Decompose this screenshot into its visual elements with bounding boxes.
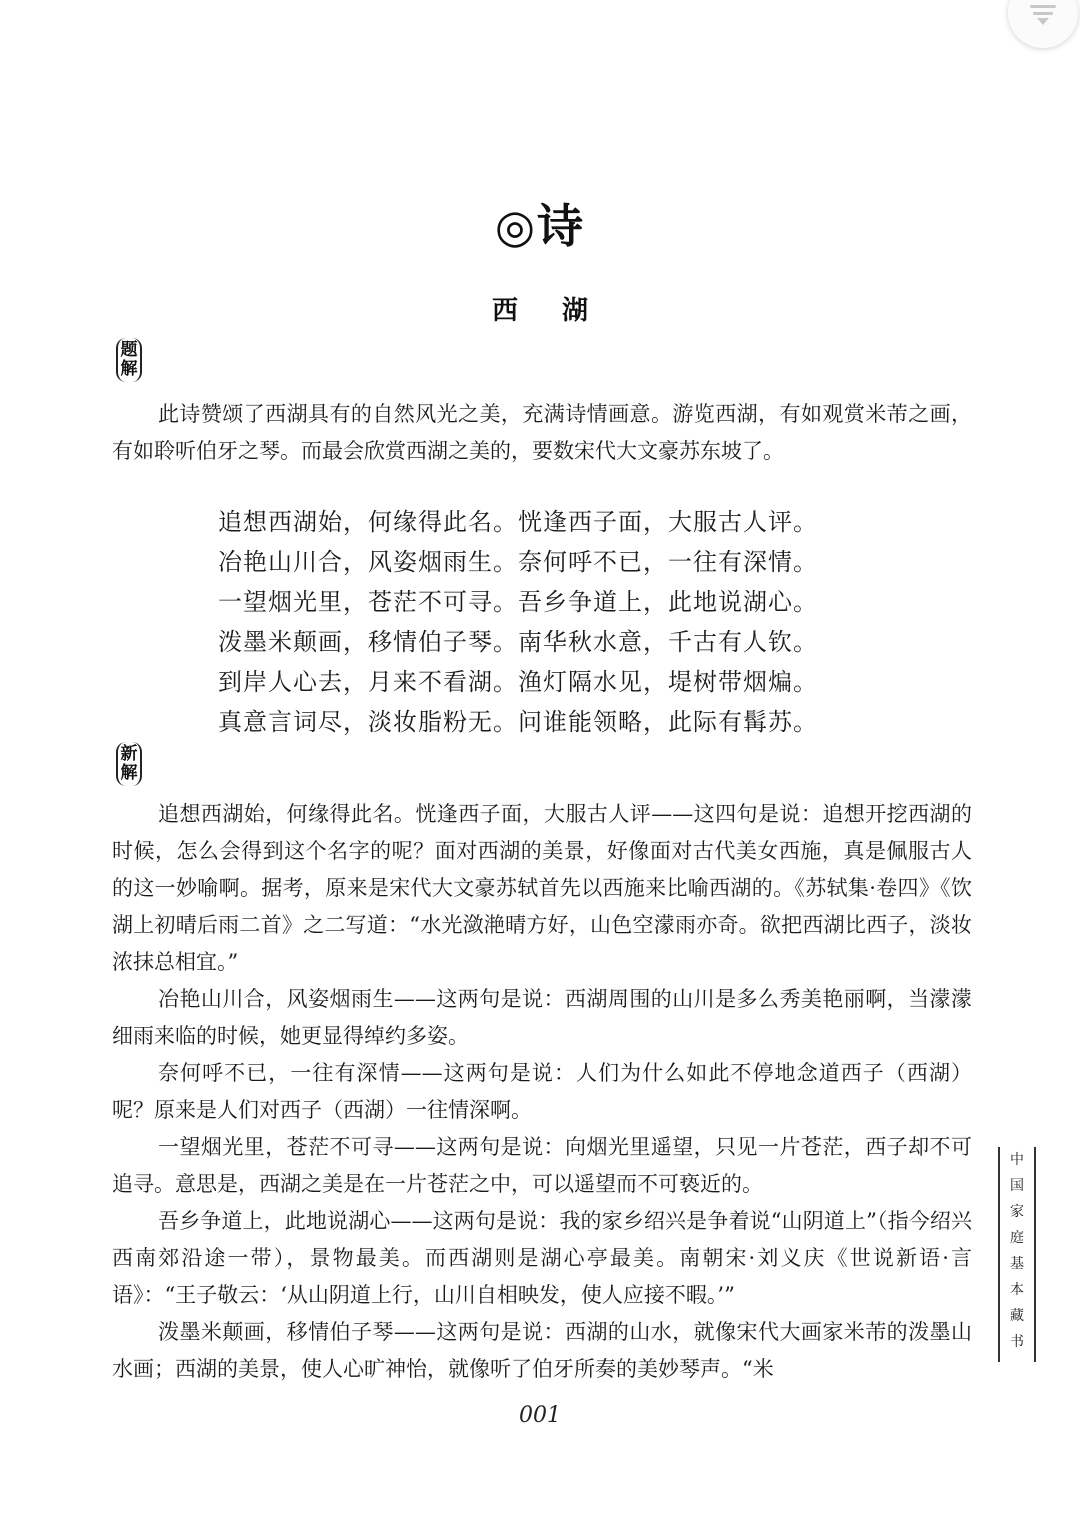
poem-title	[0, 290, 1080, 327]
poem-line	[218, 542, 858, 582]
poem-line-second-half: 南华秋水意，千古有人钦。	[518, 628, 818, 656]
poem-line-second-half: 问谁能领略，此际有髯苏。	[518, 708, 818, 736]
poem-line	[218, 662, 858, 702]
spine-char: 庭	[1010, 1230, 1024, 1246]
menu-lines-icon	[1030, 5, 1056, 8]
poem-line-second-half: 渔灯隔水见，堤树带烟煸。	[518, 668, 818, 696]
poem-line-first-half: 一望烟光里，苍茫不可寻。	[218, 588, 518, 616]
chevron-down-icon	[1037, 18, 1049, 25]
commentary	[112, 796, 972, 1388]
poem-line-second-half: 吾乡争道上，此地说湖心。	[518, 588, 818, 616]
poem-line	[218, 622, 858, 662]
poem-line	[218, 582, 858, 622]
commentary-paragraph: 一望烟光里，苍茫不可寻——这两句是说：向烟光里遥望，只见一片苍茫，西子却不可追寻。意思是，西湖之美是在一片苍茫之中，可以遥望而不可亵近的。	[112, 1135, 972, 1196]
commentary-paragraph: 冶艳山川合，风姿烟雨生——这两句是说：西湖周围的山川是多么秀美艳丽啊，当濛濛细雨来临的时候，她更显得绰约多姿。	[112, 987, 972, 1048]
commentary-paragraph: 追想西湖始，何缘得此名。恍逢西子面，大服古人评——这四句是说：追想开挖西湖的时候，怎么会得到这个名字的呢？面对西湖的美景，好像面对古代美女西施，真是佩服古人的这一妙喻啊。据考，原来是宋代大文豪苏轼首先以西施来比喻西湖的。《苏轼集·卷四》《饮湖上初晴后雨二首》之二写道：“水光潋滟晴方好，山色空濛雨亦奇。欲把西湖比西子，淡妆浓抹总相宜。”	[112, 802, 972, 974]
spine-char: 国	[1010, 1178, 1024, 1194]
poem-line-first-half: 到岸人心去，月来不看湖。	[218, 668, 518, 696]
poem-body	[218, 502, 858, 742]
poem-line-first-half: 冶艳山川合，风姿烟雨生。	[218, 548, 518, 576]
commentary-paragraph: 吾乡争道上，此地说湖心——这两句是说：我的家乡绍兴是争着说“山阴道上”（指今绍兴西南郊沿途一带），景物最美。而西湖则是湖心亭最美。南朝宋·刘义庆《世说新语·言语》：“王子敬云：‘从山阴道上行，山川自相映发，使人应接不暇。’”	[112, 1209, 972, 1307]
commentary-paragraph: 奈何呼不已，一往有深情——这两句是说：人们为什么如此不停地念道西子（西湖）呢？原来是人们对西子（西湖）一往情深啊。	[112, 1061, 972, 1122]
spine-char: 中	[1010, 1152, 1024, 1168]
intro-paragraph	[112, 396, 972, 470]
intro-text: 此诗赞颂了西湖具有的自然风光之美，充满诗情画意。游览西湖，有如观赏米芾之画，有如聆听伯牙之琴。而最会欣赏西湖之美的，要数宋代大文豪苏东坡了。	[112, 402, 972, 463]
spine-series-label	[998, 1147, 1036, 1362]
intro-seal-label: 题 解	[116, 338, 142, 382]
poem-line-first-half: 泼墨米颠画，移情伯子琴。	[218, 628, 518, 656]
page-number: 001	[519, 1403, 561, 1428]
menu-fab-button[interactable]	[1008, 0, 1078, 48]
poem-line-second-half: 奈何呼不已，一往有深情。	[518, 548, 818, 576]
menu-lines-icon-2	[1033, 12, 1053, 15]
spine-char: 基	[1010, 1256, 1024, 1272]
poem-line-second-half: 恍逢西子面，大服古人评。	[518, 508, 818, 536]
poem-line	[218, 502, 858, 542]
section-title: ◎诗	[494, 199, 586, 253]
commentary-seal-label: 新 解	[116, 742, 142, 786]
poem-line	[218, 702, 858, 742]
poem-line-first-half: 追想西湖始，何缘得此名。	[218, 508, 518, 536]
commentary-paragraph: 泼墨米颠画，移情伯子琴——这两句是说：西湖的山水，就像宋代大画家米芾的泼墨山水画；西湖的美景，使人心旷神怡，就像听了伯牙所奏的美妙琴声。“米	[112, 1320, 972, 1381]
poem-title-char-2: 湖	[562, 296, 589, 326]
poem-title-char-1: 西	[491, 296, 518, 326]
spine-char: 家	[1010, 1204, 1024, 1220]
spine-char: 藏	[1010, 1308, 1024, 1324]
spine-char: 书	[1010, 1334, 1024, 1350]
spine-char: 本	[1010, 1282, 1024, 1298]
poem-line-first-half: 真意言词尽，淡妆脂粉无。	[218, 708, 518, 736]
